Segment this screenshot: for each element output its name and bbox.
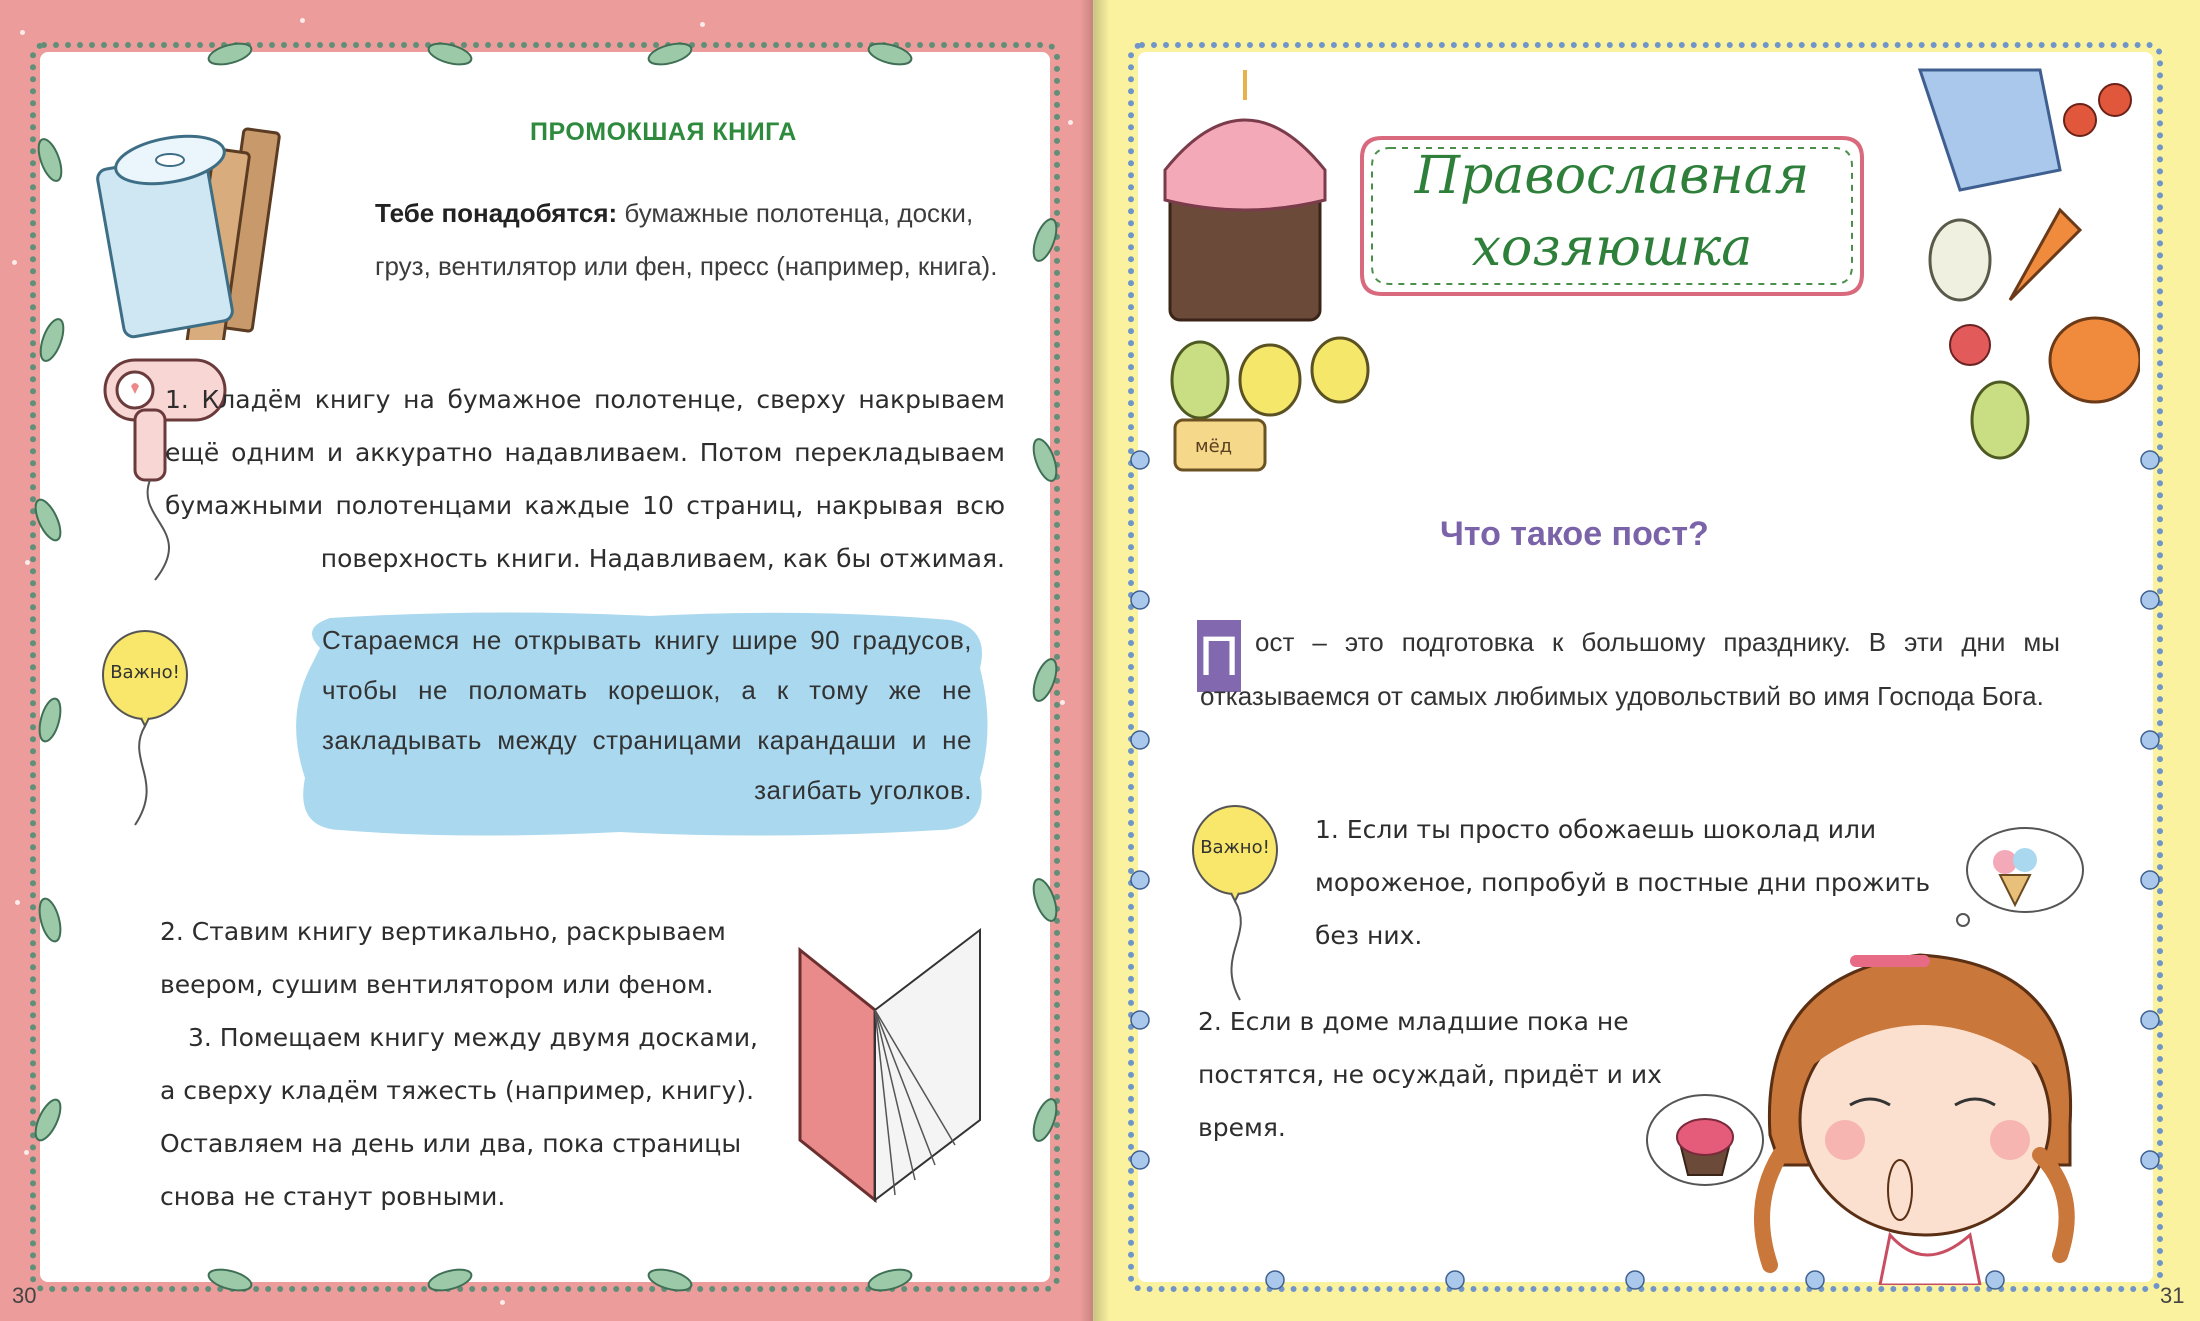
drop-cap: П bbox=[1197, 620, 1241, 692]
decor-dot bbox=[700, 22, 705, 27]
balloon-icon bbox=[95, 630, 195, 830]
step-3-text: 3. Помещаем книгу между двумя досками, а сверху кладём тяжесть (например, книгу). Оставляем на день или два, пока страницы снова не станут ровными. bbox=[160, 1023, 759, 1211]
fasting-step-2-text: 2. Если в доме младшие пока не постятся, не осуждай, придёт и их время. bbox=[1198, 1007, 1662, 1142]
step-1-text: 1. Кладём книгу на бумажное полотенце, сверху накрываем ещё одним и аккуратно надавливаем. Потом перекладываем бумажными полотенцами каждые 10 страниц, накрывая всю поверхность книги. Надавливаем, как бы отжимая. bbox=[165, 385, 1005, 573]
page-number-left: 30 bbox=[12, 1283, 37, 1308]
fasting-step-2 bbox=[1198, 995, 1678, 1154]
girl-illustration bbox=[1740, 935, 2100, 1285]
important-label: Важно! bbox=[110, 662, 180, 683]
honey-label: мёд bbox=[1195, 436, 1233, 457]
decor-dot bbox=[300, 18, 305, 23]
decor-dot bbox=[20, 30, 25, 35]
section-subtitle: Что такое пост? bbox=[1440, 515, 1709, 553]
steps-2-3-text bbox=[160, 905, 770, 1223]
materials-label: Тебе понадобятся: bbox=[375, 198, 618, 228]
decor-dot bbox=[500, 1300, 505, 1305]
decor-dot bbox=[1068, 120, 1073, 125]
decor-dot bbox=[24, 1150, 29, 1155]
paper-towel-illustration bbox=[90, 120, 310, 340]
materials-list bbox=[375, 187, 1015, 293]
page-number-right: 31 bbox=[2160, 1283, 2185, 1308]
lead-paragraph: ост – это подготовка к большому празднику. В эти дни мы отказываемся от самых любимых удовольствий во имя Господа Бога. bbox=[1200, 627, 2060, 711]
section-title: ПРОМОКШАЯ КНИГА bbox=[530, 118, 797, 146]
decor-dot bbox=[15, 900, 20, 905]
vegetables-illustration bbox=[1900, 60, 2140, 480]
step-2-text: 2. Ставим книгу вертикально, раскрываем веером, сушим вентилятором или феном. bbox=[160, 917, 726, 999]
page-title-line-2: хозяюшка bbox=[1471, 218, 1753, 278]
page-title-line-1: Православная bbox=[1414, 146, 1810, 206]
decor-dot bbox=[12, 260, 17, 265]
book-gutter bbox=[1080, 0, 1110, 1321]
drying-book-illustration bbox=[780, 920, 1000, 1210]
important-note-text: Стараемся не открывать книгу шире 90 градусов, чтобы не поломать корешок, а к тому же не закладывать между страницами карандаши и не загибать уголков. bbox=[322, 625, 972, 805]
ice-cream-thought-bubble bbox=[1955, 820, 2085, 930]
important-label: Важно! bbox=[1200, 837, 1270, 858]
materials-text: бумажные полотенца, доски, груз, вентилятор или фен, пресс (например, книга). bbox=[375, 198, 998, 281]
page-title bbox=[1352, 140, 1872, 284]
fasting-step-1-text: 1. Если ты просто обожаешь шоколад или мороженое, попробуй в постные дни прожить без них. bbox=[1315, 815, 1931, 950]
balloon-icon bbox=[1185, 805, 1285, 1005]
